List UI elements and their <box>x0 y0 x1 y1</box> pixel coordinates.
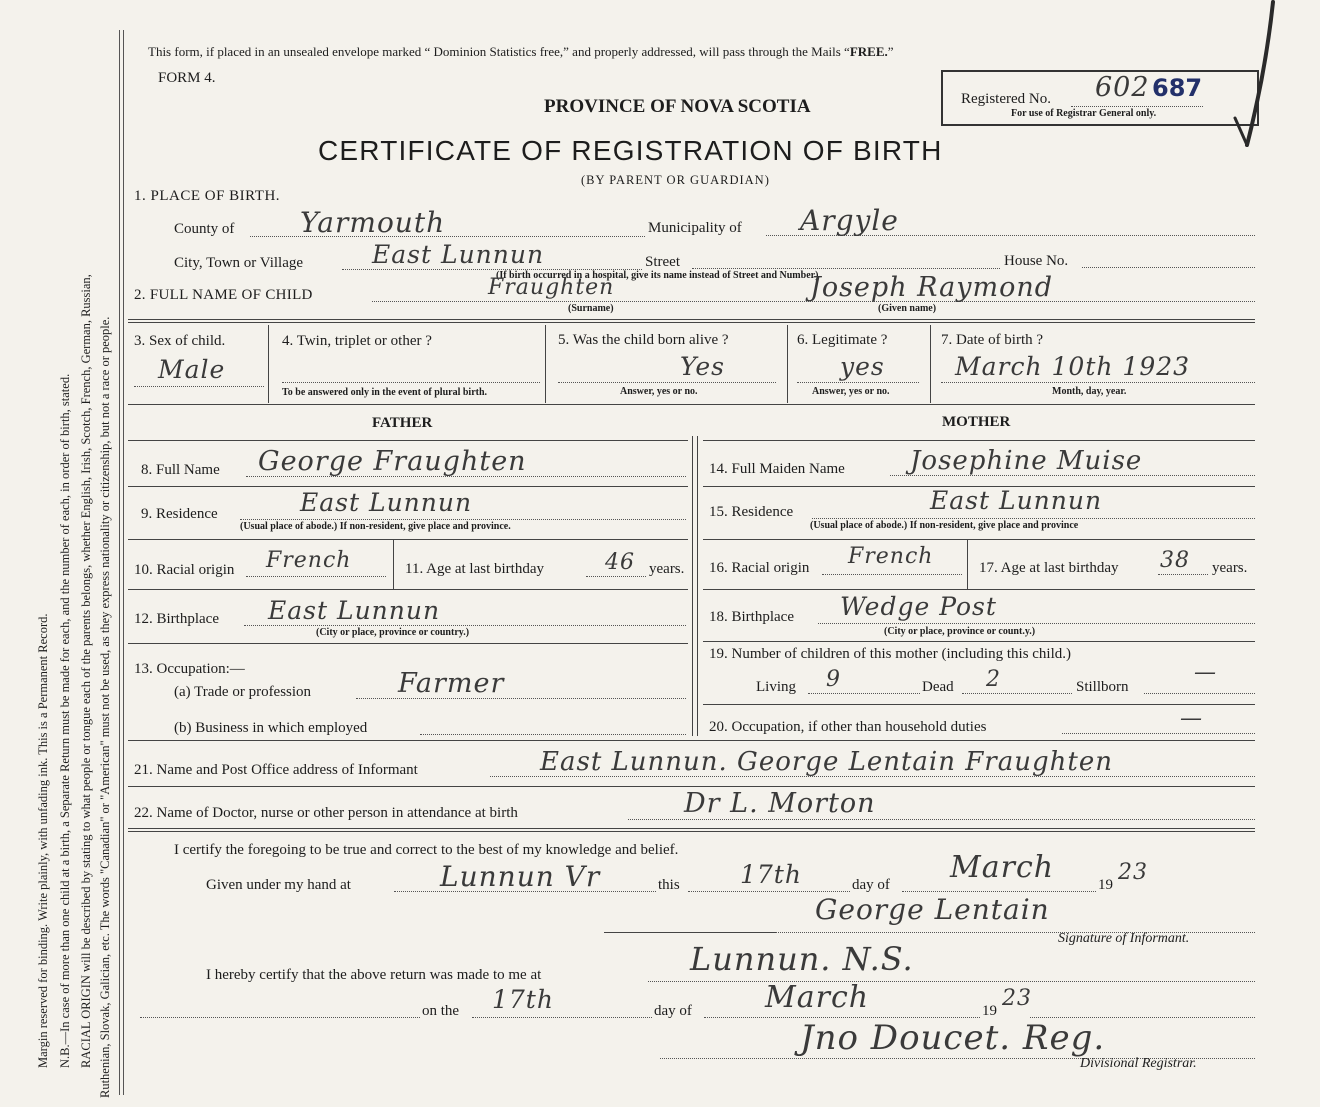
living-line <box>808 693 920 694</box>
divider <box>268 325 269 403</box>
row-rule <box>703 704 1255 705</box>
city-label: City, Town or Village <box>174 255 304 271</box>
mother-birthplace-label: 18. Birthplace <box>709 609 794 625</box>
father-birthplace-line <box>244 625 686 626</box>
mother-occupation-value: — <box>1180 706 1203 731</box>
living-label: Living <box>756 679 796 695</box>
section-rule <box>128 404 1255 405</box>
municipality-label: Municipality of <box>648 220 742 236</box>
doctor-value: Dr L. Morton <box>684 788 876 819</box>
registered-number-b: 687 <box>1152 74 1203 102</box>
county-label: County of <box>174 221 235 237</box>
sex-value: Male <box>158 355 226 384</box>
legitimate-line <box>797 382 919 383</box>
return-lead-line <box>140 1017 420 1018</box>
mother-age-label: 17. Age at last birthday <box>979 560 1119 576</box>
return-year-prefix: 19 <box>982 1003 997 1019</box>
given-label: Given under my hand at <box>206 877 351 893</box>
house-label: House No. <box>1004 253 1069 269</box>
return-place-value: Lunnun. N.S. <box>690 940 914 978</box>
month-line <box>902 891 1096 892</box>
informant-signature-caption: Signature of Informant. <box>1058 931 1190 946</box>
mother-birthplace-line <box>818 623 1255 624</box>
twin-label: 4. Twin, triplet or other ? <box>282 333 432 349</box>
mother-age-line <box>1158 574 1208 575</box>
return-year-value: 23 <box>1002 986 1032 1011</box>
return-month-value: March <box>765 980 870 1015</box>
registered-line <box>1071 106 1203 107</box>
mother-residence-value: East Lunnun <box>930 486 1103 515</box>
father-residence-line <box>240 519 686 520</box>
page-title: CERTIFICATE OF REGISTRATION OF BIRTH <box>318 135 943 166</box>
dead-line <box>962 693 1072 694</box>
children-label: 19. Number of children of this mother (including this child.) <box>709 646 1072 662</box>
child-given-value: Joseph Raymond <box>810 272 1053 303</box>
form-number: FORM 4. <box>158 70 216 86</box>
father-heading: FATHER <box>372 415 433 431</box>
registered-number-a: 602 <box>1095 72 1150 103</box>
mother-age-value: 38 <box>1160 548 1190 573</box>
day-value: 17th <box>740 860 802 889</box>
section-rule <box>128 828 1255 832</box>
divider <box>930 325 931 403</box>
child-name-label: 2. FULL NAME OF CHILD <box>134 287 313 303</box>
house-line <box>1082 267 1255 268</box>
dob-value: March 10th 1923 <box>955 352 1191 381</box>
dob-note: Month, day, year. <box>1052 386 1127 397</box>
legitimate-note: Answer, yes or no. <box>812 386 890 397</box>
section-rule <box>128 319 1255 323</box>
child-surname-caption: (Surname) <box>568 303 614 314</box>
father-age-value: 46 <box>605 550 635 575</box>
father-racial-line <box>246 576 386 577</box>
postal-note-end: ” <box>887 44 894 59</box>
municipality-value: Argyle <box>800 204 899 237</box>
doctor-line <box>628 819 1255 820</box>
year-value: 23 <box>1118 860 1148 885</box>
day-line <box>688 891 850 892</box>
occupation-label: 13. Occupation:— <box>134 661 245 677</box>
street-line <box>692 268 1000 269</box>
father-birthplace-value: East Lunnun <box>268 596 441 625</box>
mother-birthplace-note: (City or place, province or count.y.) <box>884 626 1036 637</box>
stillborn-value: — <box>1194 660 1217 685</box>
father-birthplace-label: 12. Birthplace <box>134 611 219 627</box>
informant-signature-line <box>604 932 776 933</box>
province-heading: PROVINCE OF NOVA SCOTIA <box>544 96 811 117</box>
mother-name-value: Josephine Muise <box>910 446 1143 476</box>
year-prefix: 19 <box>1098 877 1113 893</box>
row-rule <box>128 539 688 540</box>
day-of-label: day of <box>852 877 890 893</box>
side-note-binding: Margin reserved for binding. Write plainly, with unfading ink. This is a Permanent Record. <box>36 613 50 1068</box>
divider <box>545 325 546 403</box>
month-value: March <box>950 850 1055 885</box>
twin-note: To be answered only in the event of plural birth. <box>282 387 488 398</box>
side-note-racial-origin-cont: Ruthenian, Slovak, Galician, etc. The words "Canadian" or "American" must not be used, as they express nationality or citizenship, but not a race or people. <box>98 316 112 1098</box>
stillborn-line <box>1144 693 1255 694</box>
mother-racial-line <box>822 574 962 575</box>
given-place-value: Lunnun Vr <box>440 860 601 893</box>
informant-signature: George Lentain <box>815 893 1050 926</box>
father-birthplace-note: (City or place, province or country.) <box>316 627 470 638</box>
father-residence-label: 9. Residence <box>141 506 218 522</box>
father-age-line <box>586 576 646 577</box>
dob-label: 7. Date of birth ? <box>941 332 1044 348</box>
divider <box>787 325 788 403</box>
divider <box>393 539 394 589</box>
return-day-value: 17th <box>492 985 554 1014</box>
child-surname-value: Fraughten <box>488 275 615 300</box>
on-the-label: on the <box>422 1003 460 1019</box>
check-mark <box>1225 0 1285 150</box>
row-rule <box>703 440 1255 441</box>
registered-box <box>941 70 1259 126</box>
business-line <box>420 734 686 735</box>
return-text: I hereby certify that the above return was made to me at <box>206 967 542 983</box>
margin-rule <box>119 30 120 1095</box>
father-name-label: 8. Full Name <box>141 462 220 478</box>
father-racial-label: 10. Racial origin <box>134 562 235 578</box>
business-label: (b) Business in which employed <box>174 720 368 736</box>
row-rule <box>128 486 688 487</box>
dead-value: 2 <box>986 667 1001 692</box>
row-rule <box>128 643 688 644</box>
row-rule <box>703 539 1255 540</box>
informant-value: East Lunnun. George Lentain Fraughten <box>540 747 1113 777</box>
sex-line <box>134 386 264 387</box>
certify-text: I certify the foregoing to be true and correct to the best of my knowledge and belief. <box>174 842 679 858</box>
postal-note-free: FREE. <box>849 44 888 59</box>
mother-racial-label: 16. Racial origin <box>709 560 810 576</box>
doctor-label: 22. Name of Doctor, nurse or other person in attendance at birth <box>134 805 518 821</box>
county-value: Yarmouth <box>300 206 446 239</box>
legitimate-value: yes <box>840 352 885 381</box>
center-divider <box>692 436 693 736</box>
divider <box>967 539 968 589</box>
registrar-signature: Jno Doucet. Reg. <box>800 1018 1106 1058</box>
mother-residence-note: (Usual place of abode.) If non-resident, give place and province <box>810 520 1079 531</box>
street-label: Street <box>645 254 680 270</box>
section-rule <box>128 740 1255 741</box>
mother-age-unit: years. <box>1212 560 1248 576</box>
registered-note: For use of Registrar General only. <box>1011 108 1157 119</box>
mother-occupation-line <box>1062 733 1255 734</box>
postal-note-text: This form, if placed in an unsealed envelope marked “ Dominion Statistics free,” and properly addressed, will pass through the Mails “ <box>148 44 850 59</box>
postal-note <box>148 44 894 60</box>
row-rule <box>703 641 1255 642</box>
alive-line <box>558 382 776 383</box>
informant-label: 21. Name and Post Office address of Informant <box>134 762 418 778</box>
father-residence-value: East Lunnun <box>300 488 473 517</box>
registered-label: Registered No. <box>961 91 1051 107</box>
this-label: this <box>658 877 680 893</box>
living-value: 9 <box>826 667 841 692</box>
father-residence-note: (Usual place of abode.) If non-resident, give place and province. <box>240 521 511 532</box>
mother-birthplace-value: Wedge Post <box>840 592 997 621</box>
page-subtitle: (BY PARENT OR GUARDIAN) <box>581 173 770 187</box>
stillborn-label: Stillborn <box>1076 679 1129 695</box>
dob-line <box>941 382 1255 383</box>
father-racial-value: French <box>266 548 352 573</box>
city-value: East Lunnun <box>372 240 545 269</box>
twin-line <box>282 382 540 383</box>
margin-rule-inner <box>123 30 124 1095</box>
return-place-line <box>648 981 1255 982</box>
alive-label: 5. Was the child born alive ? <box>558 332 729 348</box>
place-of-birth-heading: 1. PLACE OF BIRTH. <box>134 188 281 204</box>
hospital-note: (If birth occurred in a hospital, give its name instead of Street and Number) <box>496 270 819 281</box>
alive-note: Answer, yes or no. <box>620 386 698 397</box>
row-rule <box>128 786 1255 787</box>
father-age-label: 11. Age at last birthday <box>405 561 544 577</box>
father-age-unit: years. <box>649 561 685 577</box>
row-rule <box>128 589 688 590</box>
mother-occupation-label: 20. Occupation, if other than household duties <box>709 719 987 735</box>
side-note-racial-origin: RACIAL ORIGIN will be described by stating to what people or tongue each of the parents belongs, whether English, Irish, Scotch, French, German, Russian, <box>79 274 93 1068</box>
row-rule <box>703 589 1255 590</box>
legitimate-label: 6. Legitimate ? <box>797 332 888 348</box>
trade-label: (a) Trade or profession <box>174 684 312 700</box>
mother-name-label: 14. Full Maiden Name <box>709 461 845 477</box>
row-rule <box>128 440 688 441</box>
child-given-caption: (Given name) <box>878 303 937 314</box>
mother-residence-line <box>812 518 1255 519</box>
dead-label: Dead <box>922 679 954 695</box>
registrar-caption: Divisional Registrar. <box>1080 1056 1197 1071</box>
return-day-line <box>472 1017 652 1018</box>
sex-label: 3. Sex of child. <box>134 333 226 349</box>
mother-heading: MOTHER <box>942 414 1011 430</box>
mother-residence-label: 15. Residence <box>709 504 794 520</box>
side-note-multiple-births: N.B.—In case of more than one child at a birth, a Separate Return must be made for each, and the number of each, in order of birth, stated. <box>58 373 72 1068</box>
center-divider-2 <box>697 436 698 736</box>
mother-racial-value: French <box>848 544 934 569</box>
alive-value: Yes <box>680 352 725 381</box>
father-name-value: George Fraughten <box>258 446 527 477</box>
return-day-of-label: day of <box>654 1003 692 1019</box>
trade-value: Farmer <box>398 668 505 699</box>
